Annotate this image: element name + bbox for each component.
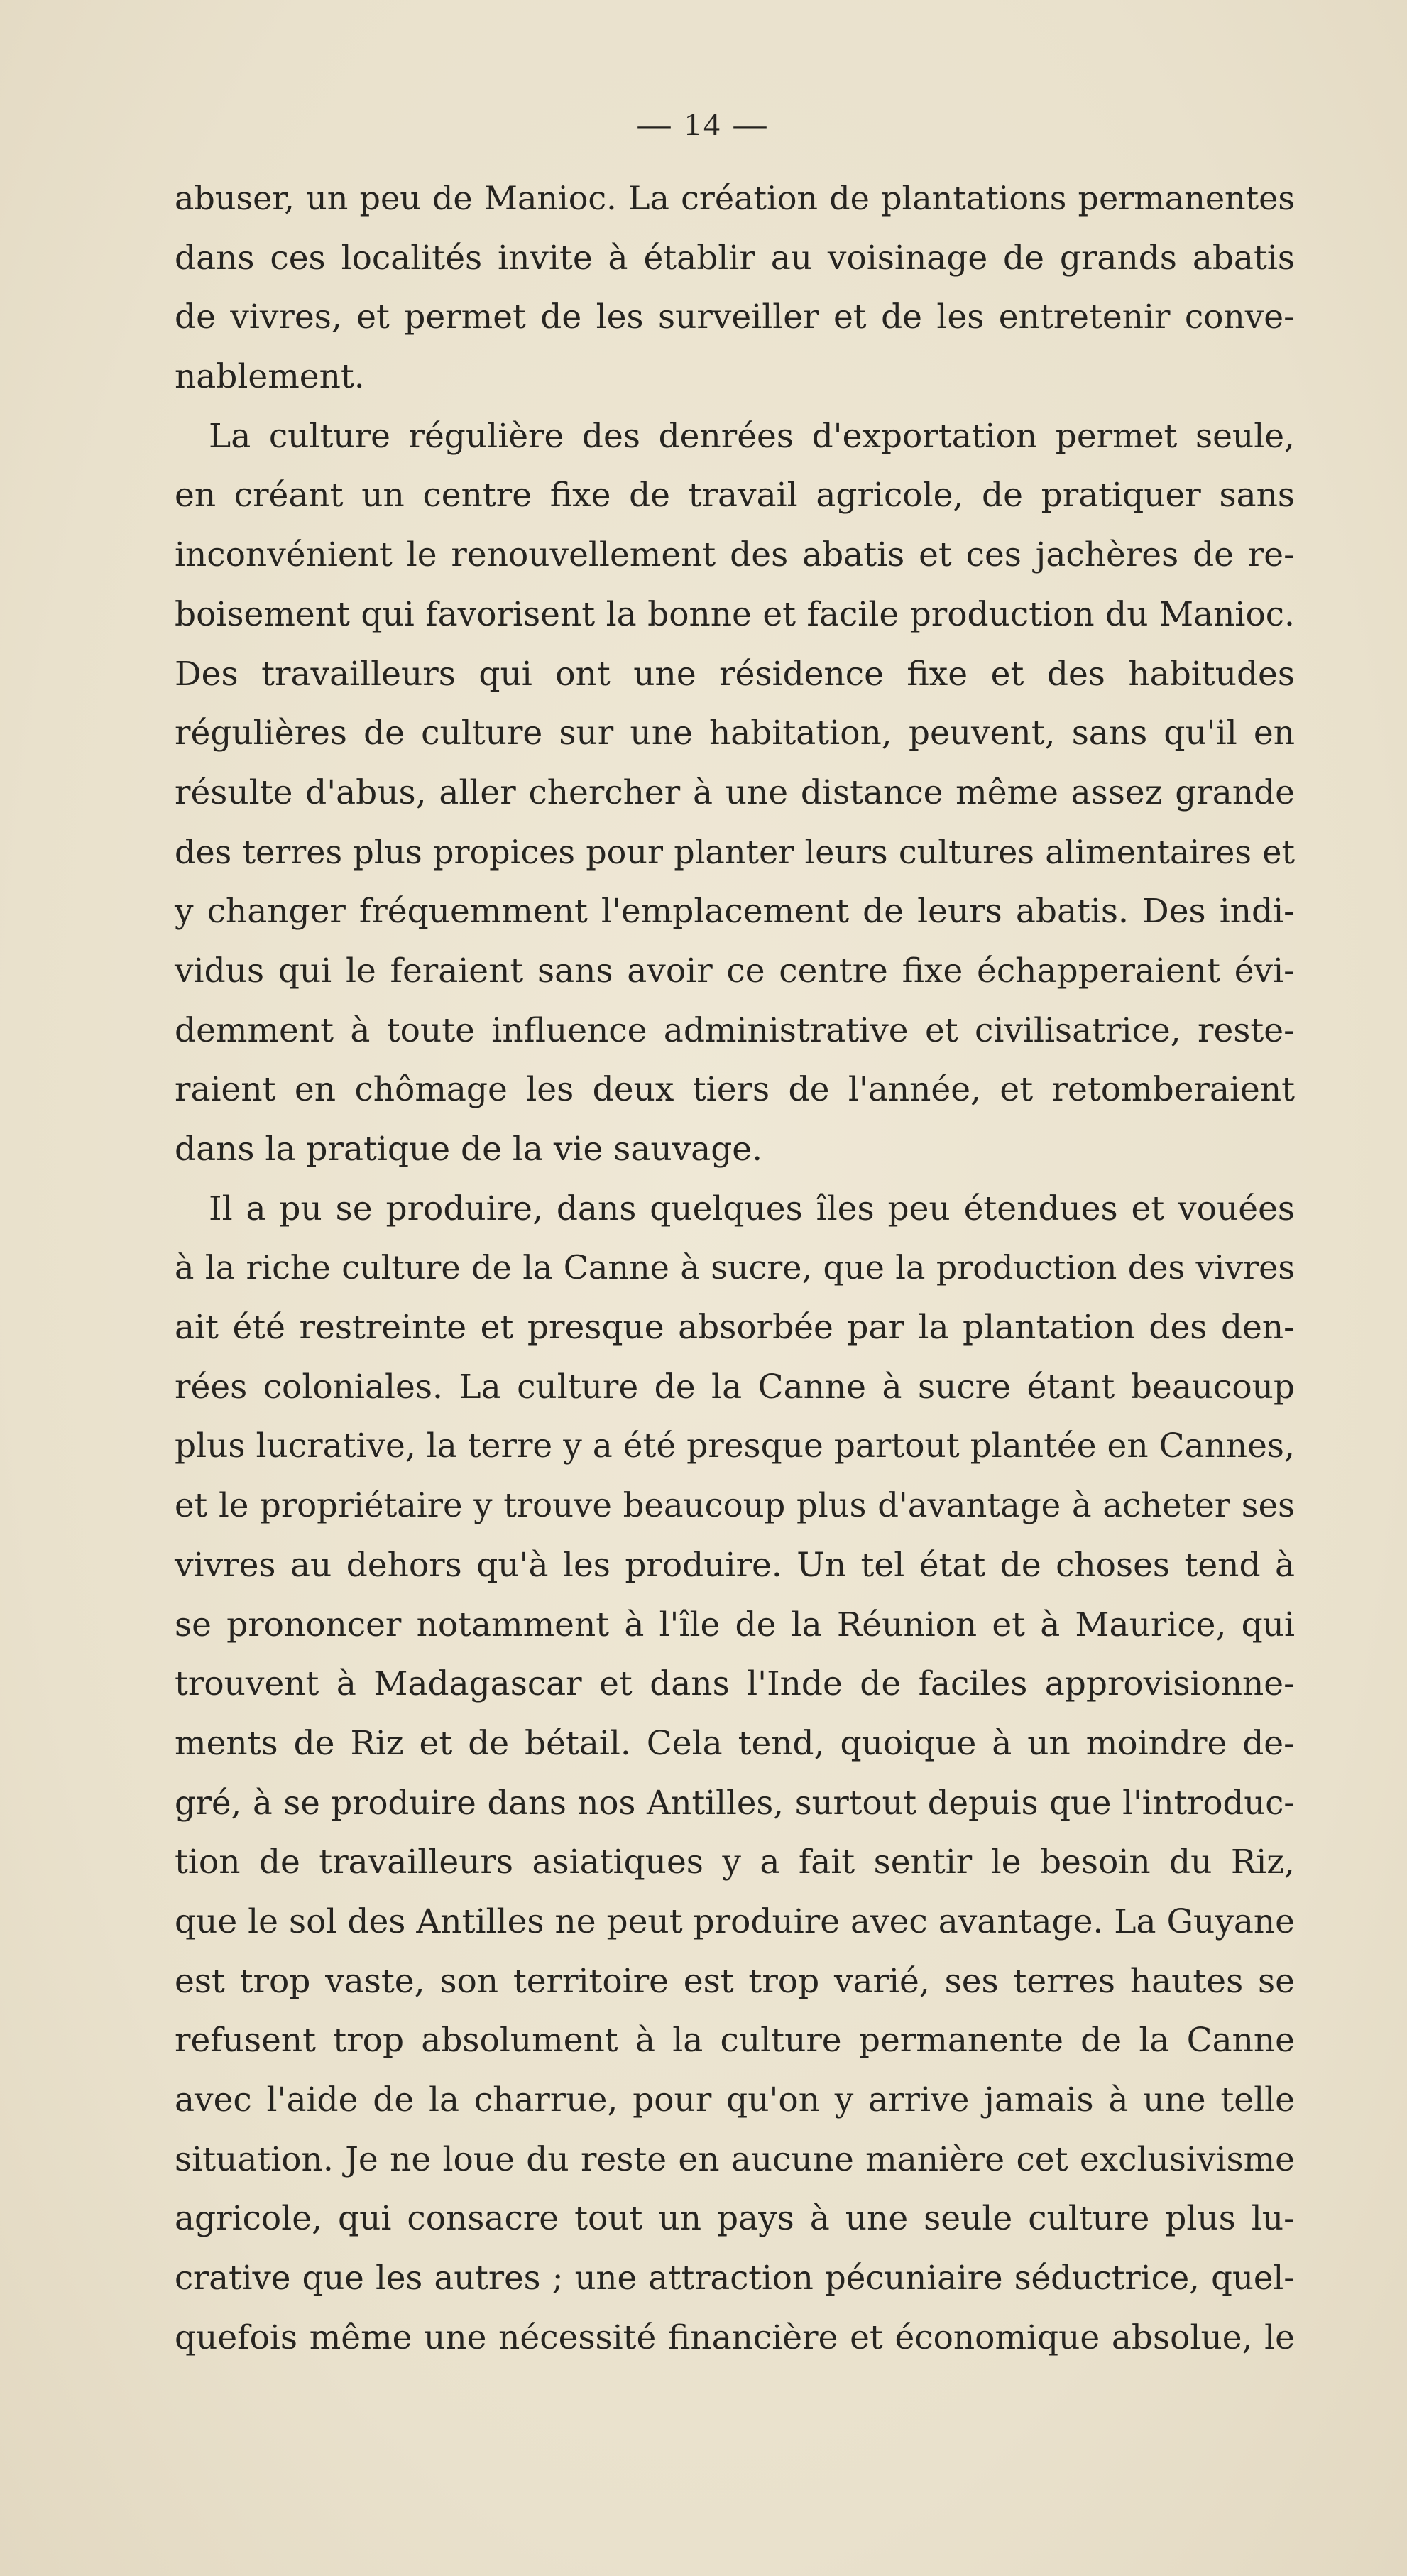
text-line: trouvent à Madagascar et dans l'Inde de faciles approvisionne- xyxy=(175,1664,1295,1704)
text-line: La culture régulière des denrées d'exportation permet seule, xyxy=(209,416,1295,456)
text-line: se prononcer notamment à l'île de la Réunion et à Maurice, qui xyxy=(175,1605,1295,1644)
text-line: raient en chômage les deux tiers de l'année, et retomberaient xyxy=(175,1070,1295,1110)
text-line: inconvénient le renouvellement des abatis et ces jachères de re- xyxy=(175,535,1295,575)
text-line: est trop vaste, son territoire est trop varié, ses terres hautes se xyxy=(175,1961,1295,2001)
text-line: nablement. xyxy=(175,357,365,397)
text-line: agricole, qui consacre tout un pays à une seule culture plus lu- xyxy=(175,2199,1295,2239)
text-line: à la riche culture de la Canne à sucre, que la production des vivres xyxy=(175,1248,1295,1287)
text-line: gré, à se produire dans nos Antilles, surtout depuis que l'introduc- xyxy=(175,1783,1295,1822)
text-line: tion de travailleurs asiatiques y a fait sentir le besoin du Riz, xyxy=(175,1843,1295,1882)
text-line: des terres plus propices pour planter leurs cultures alimentaires et xyxy=(175,832,1295,871)
text-line: avec l'aide de la charrue, pour qu'on y arrive jamais à une telle xyxy=(175,2080,1295,2119)
text-line: y changer fréquemment l'emplacement de leurs abatis. Des indi- xyxy=(175,892,1295,932)
text-line: demment à toute influence administrative et civilisatrice, reste- xyxy=(175,1010,1295,1050)
text-line: et le propriétaire y trouve beaucoup plus d'avantage à acheter ses xyxy=(175,1486,1295,1525)
text-line: refusent trop absolument à la culture permanente de la Canne xyxy=(175,2021,1295,2061)
text-line: boisement qui favorisent la bonne et facile production du Manioc. xyxy=(175,594,1295,634)
page-number: — 14 — xyxy=(637,106,770,142)
text-line: abuser, un peu de Manioc. La création de plantations permanentes xyxy=(175,179,1295,217)
text-line: dans ces localités invite à établir au voisinage de grands abatis xyxy=(175,238,1295,278)
text-line: ments de Riz et de bétail. Cela tend, quoique à un moindre de- xyxy=(175,1723,1295,1763)
text-line: Des travailleurs qui ont une résidence fixe et des habitudes xyxy=(175,654,1295,694)
text-line: régulières de culture sur une habitation, peuvent, sans qu'il en xyxy=(175,714,1295,753)
body-text xyxy=(175,169,1295,2367)
text-line: rées coloniales. La culture de la Canne à sucre étant beaucoup xyxy=(175,1367,1295,1407)
text-line: crative que les autres ; une attraction pécuniaire séductrice, quel- xyxy=(175,2259,1295,2298)
text-line: en créant un centre fixe de travail agricole, de pratiquer sans xyxy=(175,476,1295,515)
text-line: situation. Je ne loue du reste en aucune manière cet exclusivisme xyxy=(175,2139,1295,2179)
text-line: que le sol des Antilles ne peut produire avec avantage. La Guyane xyxy=(175,1901,1295,1941)
text-line: vidus qui le feraient sans avoir ce centre fixe échapperaient évi- xyxy=(175,951,1295,990)
text-line: dans la pratique de la vie sauvage. xyxy=(175,1130,763,1169)
text-line: vivres au dehors qu'à les produire. Un tel état de choses tend à xyxy=(175,1545,1295,1585)
text-line: ait été restreinte et presque absorbée par la plantation des den- xyxy=(175,1308,1295,1348)
text-line: plus lucrative, la terre y a été presque partout plantée en Cannes, xyxy=(175,1426,1295,1466)
text-line: résulte d'abus, aller chercher à une distance même assez grande xyxy=(175,773,1295,812)
text-line: Il a pu se produire, dans quelques îles peu étendues et vouées xyxy=(209,1189,1295,1228)
text-line: quefois même une nécessité financière et économique absolue, le xyxy=(175,2318,1295,2357)
text-line: de vivres, et permet de les surveiller et de les entretenir conve- xyxy=(175,298,1295,337)
